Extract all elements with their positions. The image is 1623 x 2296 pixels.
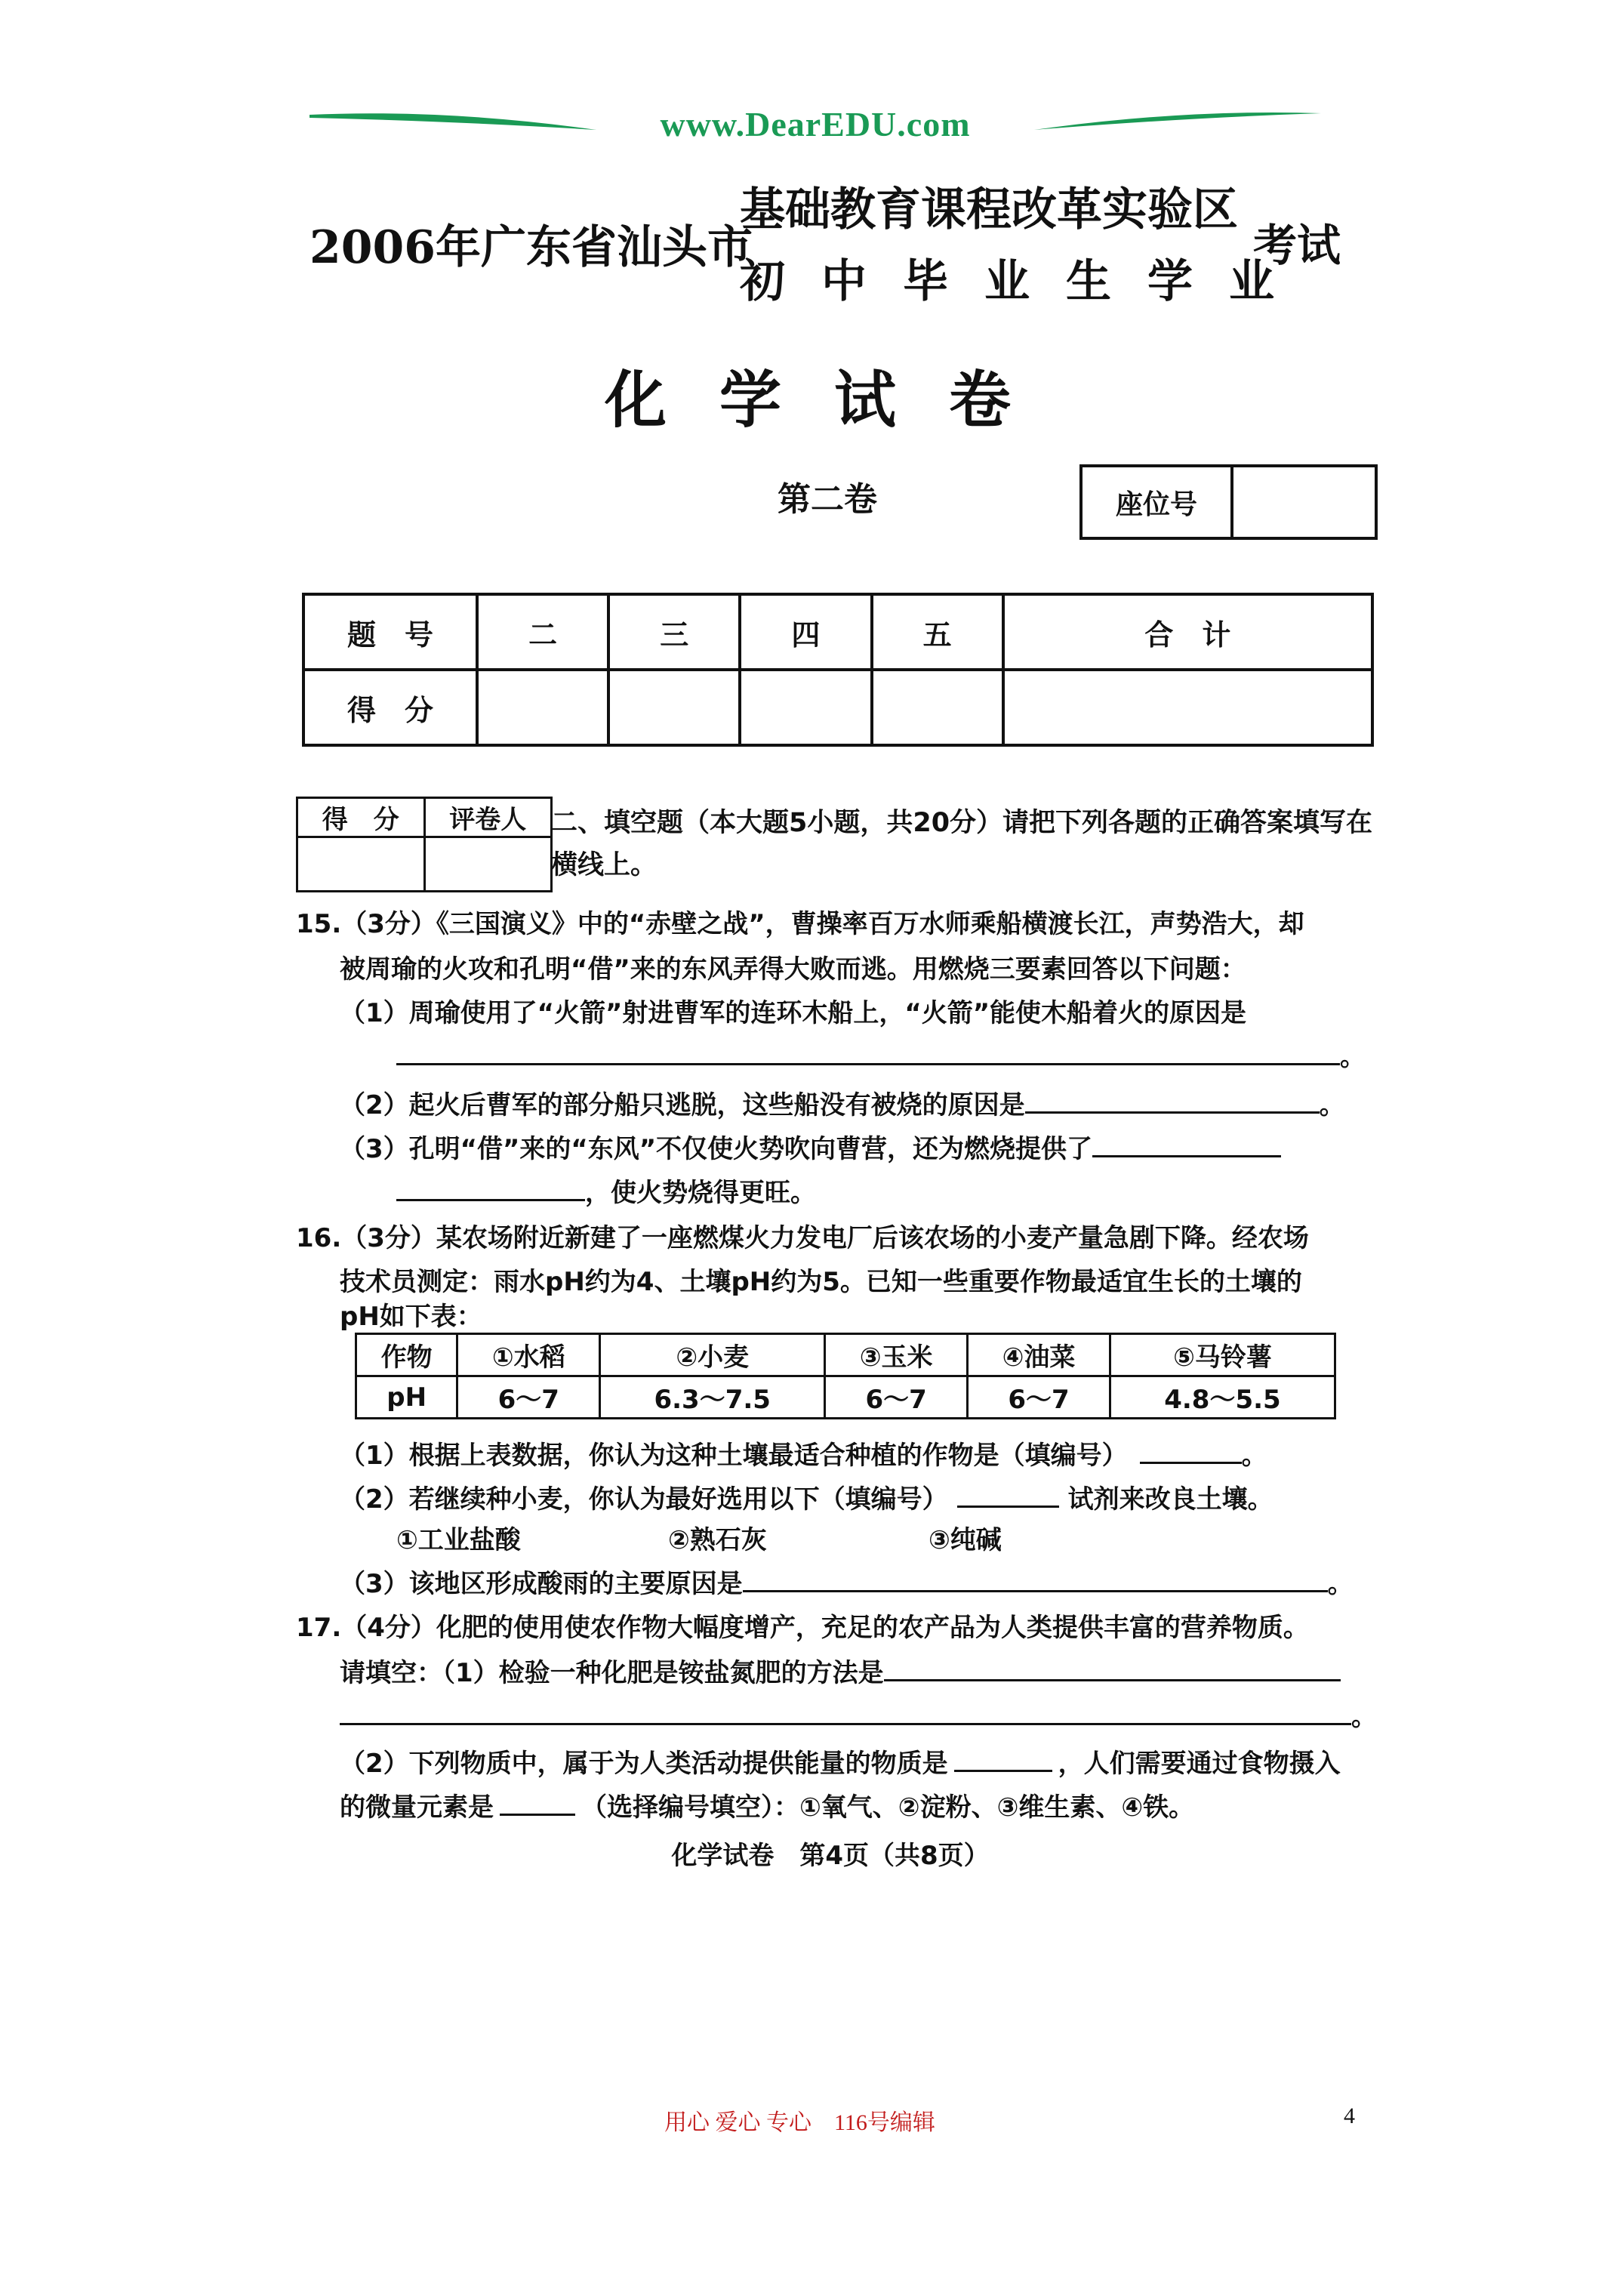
q16-option-3: ③纯碱 [929,1525,1002,1555]
q16-sub1-end: 。 [1241,1441,1267,1471]
q16-sub2a: （2）若继续种小麦，你认为最好选用以下（填编号） [340,1484,948,1515]
q15-answer-2[interactable] [1025,1093,1320,1114]
q15-sub1-answer-row [396,1036,1366,1073]
q15-line1: 15.（3分）《三国演义》中的“赤壁之战”，曹操率百万水师乘船横渡长江，声势浩大，却 [296,909,1304,939]
q17-sub1-row [340,1652,1341,1689]
title-right: 考试 [1253,220,1341,271]
ph-value-potato: 4.8～5.5 [1110,1376,1335,1419]
site-url: www.DearEDU.com [660,105,971,143]
q17-sub2b: ，人们需要通过食物摄入 [1058,1749,1341,1779]
q15-answer-3b[interactable] [396,1180,585,1201]
section-2-heading: 二、填空题（本大题5小题，共20分）请把下列各题的正确答案填写在横线上。 [551,808,1373,880]
q16-sub2b: 试剂来改良土壤。 [1067,1484,1273,1515]
q17-answer-1a[interactable] [884,1660,1341,1681]
q16-answer-2[interactable] [957,1487,1059,1508]
q17-line1: 17.（4分）化肥的使用使农作物大幅度增产，充足的农产品为人类提供丰富的营养物质。 [296,1613,1309,1643]
q16-line2: 技术员测定：雨水pH约为4、土壤pH约为5。已知一些重要作物最适宜生长的土壤的 [340,1267,1302,1297]
score-cell[interactable] [740,670,871,745]
ph-header-rapeseed: ④油菜 [968,1334,1110,1376]
seat-number-label: 座位号 [1083,467,1233,537]
ph-header-wheat: ②小麦 [600,1334,825,1376]
title-mid-top: 基础教育课程改革实验区 [740,183,1238,236]
ph-value-corn: 6～7 [825,1376,968,1419]
q17-sub2-cont-row [340,1786,1194,1823]
score-col-5: 五 [872,594,1003,670]
q17-answer-3[interactable] [500,1795,575,1816]
ph-header-rice: ①水稻 [457,1334,600,1376]
grader-score-label: 得 分 [297,798,425,837]
ph-header-crop: 作物 [356,1334,457,1376]
q16-answer-1[interactable] [1140,1443,1242,1464]
ph-table-header [356,1334,1335,1376]
score-cell[interactable] [608,670,740,745]
q15-sub3-row [340,1128,1281,1165]
q17-sub2c: 的微量元素是 [340,1792,494,1823]
q17-sub2d: （选择编号填空）：①氧气、②淀粉、③维生素、④铁。 [581,1792,1195,1823]
ph-header-corn: ③玉米 [825,1334,968,1376]
ph-value-wheat: 6.3～7.5 [600,1376,825,1419]
q17-sub2a: （2）下列物质中，属于为人类活动提供能量的物质是 [340,1749,948,1779]
main-title: 化学试卷 [604,364,1064,436]
grader-name-cell[interactable] [424,837,552,892]
q17-answer-2[interactable] [954,1751,1052,1772]
editor-note: 用心 爱心 专心 116号编辑 [664,2110,935,2135]
q17-sub2-row [340,1743,1341,1780]
q16-option-1: ①工业盐酸 [396,1525,521,1555]
q15-sub2-row [340,1084,1345,1121]
ph-header-potato: ⑤马铃薯 [1110,1334,1335,1376]
score-table [302,593,1374,747]
title-mid-bottom: 初中毕业生学业 [740,255,1310,308]
q15-sub3-cont-row [396,1172,816,1209]
score-col-3: 三 [608,594,740,670]
title-left: 2006年广东省汕头市 [310,221,753,274]
q16-sub1: （1）根据上表数据，你认为这种土壤最适合种植的作物是（填编号） [340,1441,1128,1471]
site-banner [310,98,1321,151]
q16-sub1-row [340,1435,1267,1472]
ph-table [355,1333,1336,1419]
q16-line1: 16.（3分）某农场附近新建了一座燃煤火力发电厂后该农场的小麦产量急剧下降。经农场 [296,1223,1309,1253]
q15-sub3-cont: ，使火势烧得更旺。 [585,1178,816,1208]
q16-sub3: （3）该地区形成酸雨的主要原因是 [340,1569,743,1599]
score-row-label: 得 分 [303,670,477,745]
q17-sub1: 请填空：（1）检验一种化肥是铵盐氮肥的方法是 [340,1658,884,1688]
q15-sub1: （1）周瑜使用了“火箭”射进曹军的连环木船上，“火箭”能使木船着火的原因是 [340,998,1247,1028]
q16-answer-3[interactable] [743,1571,1328,1592]
ph-table-values [356,1376,1335,1419]
q16-sub2-row [340,1478,1273,1515]
q15-sub1-end: 。 [1340,1042,1366,1072]
q16-sub3-end: 。 [1327,1569,1354,1599]
score-cell[interactable] [872,670,1003,745]
ph-value-rapeseed: 6～7 [968,1376,1110,1419]
q16-line3: pH如下表： [340,1302,482,1332]
volume-label: 第二卷 [778,480,877,519]
seat-number-box [1079,464,1378,540]
score-table-header-row [303,594,1372,670]
q16-option-2: ②熟石灰 [668,1525,767,1555]
q17-sub1-end: 。 [1351,1702,1377,1732]
score-col-2: 二 [477,594,608,670]
score-cell[interactable] [477,670,608,745]
q15-answer-1[interactable] [396,1044,1340,1065]
score-col-label: 题 号 [303,594,477,670]
grader-box [296,797,553,892]
q15-answer-3a[interactable] [1092,1136,1281,1157]
q17-answer-1b[interactable] [340,1704,1351,1725]
score-col-total: 合 计 [1003,594,1372,670]
ph-row-label: pH [356,1376,457,1419]
grader-name-label: 评卷人 [424,798,552,837]
score-cell[interactable] [1003,670,1372,745]
grader-score-cell[interactable] [297,837,425,892]
score-col-4: 四 [740,594,871,670]
q15-sub2-end: 。 [1319,1090,1345,1120]
q16-sub3-row [340,1563,1354,1600]
q15-sub2: （2）起火后曹军的部分船只逃脱，这些船没有被烧的原因是 [340,1090,1025,1120]
q17-sub1-cont-row [340,1696,1377,1733]
page-number: 4 [1344,2103,1355,2128]
q15-line2: 被周瑜的火攻和孔明“借”来的东风弄得大败而逃。用燃烧三要素回答以下问题： [340,954,1246,985]
score-table-score-row [303,670,1372,745]
ph-value-rice: 6～7 [457,1376,600,1419]
seat-number-field[interactable] [1233,467,1375,537]
page-footer: 化学试卷 第4页（共8页） [671,1841,990,1871]
q15-sub3: （3）孔明“借”来的“东风”不仅使火势吹向曹营，还为燃烧提供了 [340,1134,1093,1164]
